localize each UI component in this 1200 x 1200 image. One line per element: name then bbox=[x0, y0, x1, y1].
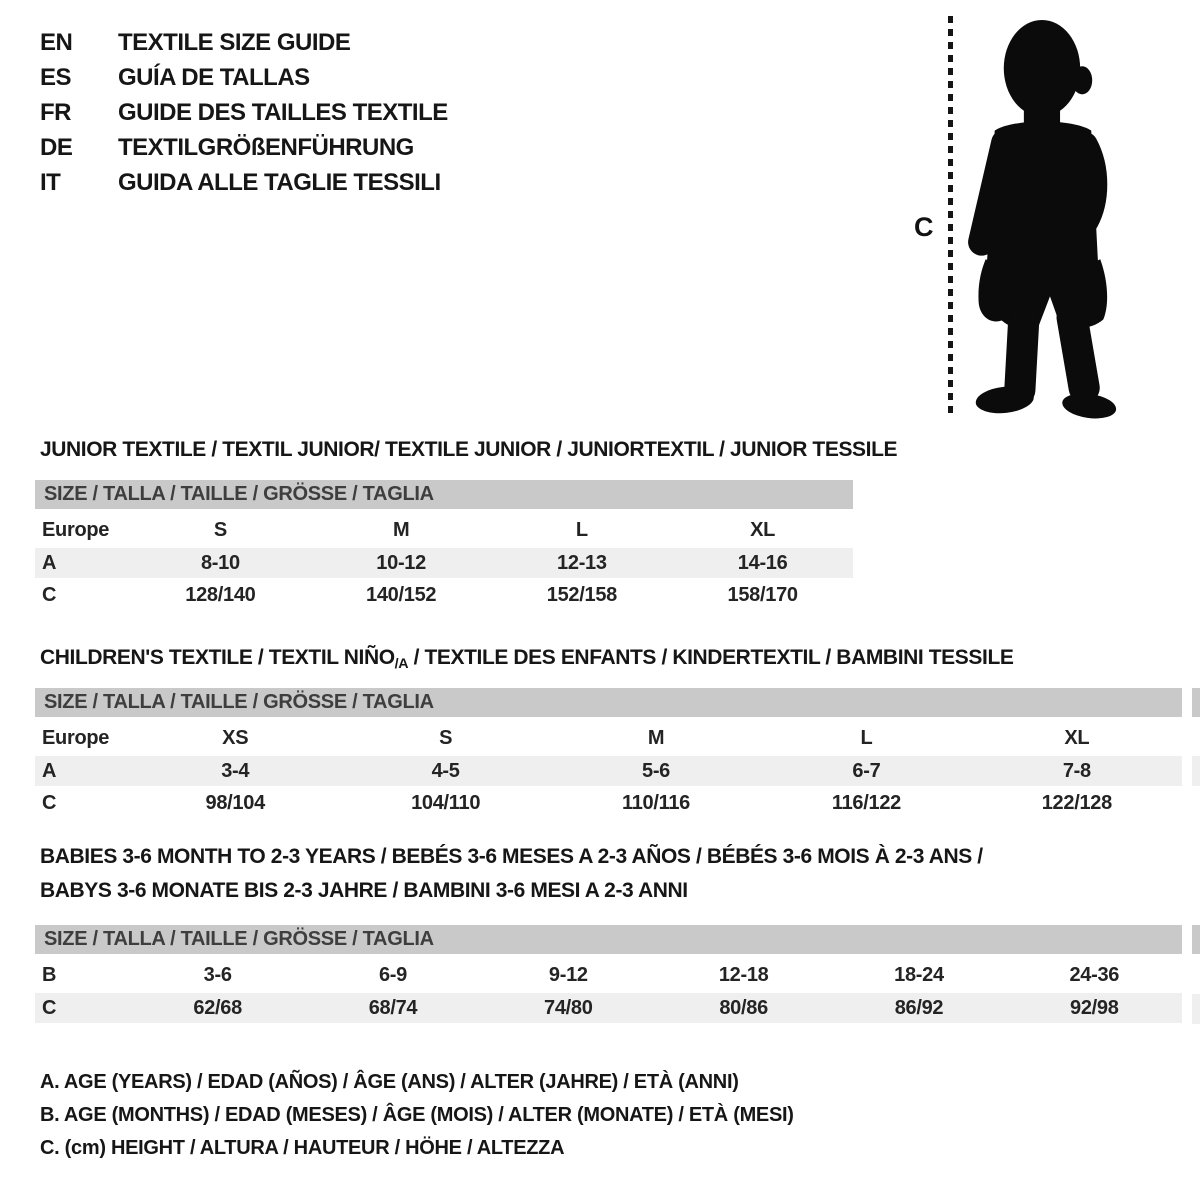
table-row bbox=[35, 789, 1182, 818]
table-cell: XS bbox=[222, 727, 249, 749]
row-label: B bbox=[42, 964, 57, 986]
language-row bbox=[40, 171, 448, 195]
guide-title: TEXTILE SIZE GUIDE bbox=[118, 29, 351, 56]
guide-title: GUIDA ALLE TAGLIE TESSILI bbox=[118, 169, 441, 196]
language-code: FR bbox=[40, 99, 71, 126]
table-cell: 128/140 bbox=[185, 584, 256, 606]
language-row bbox=[40, 101, 448, 125]
legend-line-c: C. (cm) HEIGHT / ALTURA / HAUTEUR / HÖHE / ALTEZZA bbox=[40, 1137, 565, 1159]
table-cell: 68/74 bbox=[368, 996, 418, 1019]
table-cell: 14-16 bbox=[737, 551, 788, 574]
guide-title: GUÍA DE TALLAS bbox=[118, 64, 310, 91]
table-edge-fragment bbox=[1192, 994, 1200, 1024]
table-cell: S bbox=[213, 519, 227, 541]
language-code: IT bbox=[40, 169, 61, 196]
table-row bbox=[35, 756, 1182, 786]
toddler-silhouette-icon bbox=[960, 18, 1140, 420]
section-title-line: CHILDREN'S TEXTILE / TEXTIL $NIÑO_{/A}$ / TEXTILE DES ENFANTS / KINDERTEXTIL / BAMBINI TESSILE bbox=[40, 646, 1014, 672]
table-cell: 12-18 bbox=[718, 964, 769, 986]
table-cell: 98/104 bbox=[205, 792, 265, 814]
table-cell: 4-5 bbox=[431, 759, 460, 782]
table-cell: 158/170 bbox=[727, 584, 798, 606]
section-title-line: BABIES 3-6 MONTH TO 2-3 YEARS / BEBÉS 3-6 MESES A 2-3 AÑOS / BÉBÉS 3-6 MOIS À 2-3 ANS / bbox=[40, 845, 983, 868]
table-cell: 12-13 bbox=[557, 551, 607, 574]
size-table-babies bbox=[35, 925, 1182, 1026]
table-row bbox=[35, 581, 853, 610]
table-cell: XL bbox=[750, 519, 776, 541]
table-body bbox=[35, 961, 1182, 1023]
height-measure-label: C bbox=[914, 212, 934, 242]
row-label: A bbox=[42, 551, 57, 574]
table-cell: 74/80 bbox=[544, 996, 593, 1019]
guide-title: GUIDE DES TAILLES TEXTILE bbox=[118, 99, 448, 126]
language-code: ES bbox=[40, 64, 72, 91]
row-label: C bbox=[42, 584, 57, 606]
table-header-bar: SIZE / TALLA / TAILLE / GRÖSSE / TAGLIA bbox=[35, 480, 853, 509]
language-row bbox=[40, 66, 448, 90]
table-cell: 122/128 bbox=[1041, 792, 1112, 814]
table-cell: 110/116 bbox=[622, 792, 691, 814]
table-row bbox=[35, 961, 1182, 990]
table-cell: 3-6 bbox=[203, 964, 232, 986]
table-row bbox=[35, 548, 853, 578]
row-label: Europe bbox=[42, 519, 110, 541]
table-cell: 116/122 bbox=[831, 792, 901, 814]
table-cell: 6-7 bbox=[852, 759, 881, 782]
table-cell: 8-10 bbox=[200, 551, 240, 574]
table-cell: XL bbox=[1064, 727, 1090, 749]
table-cell: 10-12 bbox=[376, 551, 426, 574]
section-title-line: JUNIOR TEXTILE / TEXTIL JUNIOR/ TEXTILE JUNIOR / JUNIORTEXTIL / JUNIOR TESSILE bbox=[40, 438, 898, 461]
guide-title: TEXTILGRÖßENFÜHRUNG bbox=[118, 134, 414, 161]
height-dotted-line bbox=[948, 16, 953, 418]
table-cell: 7-8 bbox=[1062, 759, 1091, 782]
table-edge-fragment bbox=[1192, 925, 1200, 954]
legend-line-a: A. AGE (YEARS) / EDAD (AÑOS) / ÂGE (ANS) / ALTER (JAHRE) / ETÀ (ANNI) bbox=[40, 1071, 739, 1093]
size-table-children bbox=[35, 688, 1182, 821]
table-header-bar: SIZE / TALLA / TAILLE / GRÖSSE / TAGLIA bbox=[35, 688, 1182, 717]
table-cell: 24-36 bbox=[1069, 964, 1120, 986]
table-cell: M bbox=[392, 519, 410, 541]
table-cell: 62/68 bbox=[193, 996, 242, 1019]
table-cell: 3-4 bbox=[221, 759, 250, 782]
row-label: C bbox=[42, 996, 57, 1019]
language-row bbox=[40, 31, 448, 55]
table-row bbox=[35, 516, 853, 545]
language-title-list bbox=[40, 31, 448, 206]
size-table-junior bbox=[35, 480, 853, 613]
row-label: Europe bbox=[42, 727, 110, 749]
table-cell: 104/110 bbox=[411, 792, 481, 814]
table-edge-fragment bbox=[1192, 688, 1200, 717]
table-header-bar: SIZE / TALLA / TAILLE / GRÖSSE / TAGLIA bbox=[35, 925, 1182, 954]
table-cell: 152/158 bbox=[546, 584, 617, 606]
table-cell: M bbox=[647, 727, 665, 749]
legend-line-b: B. AGE (MONTHS) / EDAD (MESES) / ÂGE (MOIS) / ALTER (MONATE) / ETÀ (MESI) bbox=[40, 1104, 794, 1126]
table-row bbox=[35, 724, 1182, 753]
row-label: A bbox=[42, 759, 57, 782]
table-cell: 9-12 bbox=[548, 964, 588, 986]
table-edge-fragment bbox=[1192, 756, 1200, 786]
table-body bbox=[35, 516, 853, 610]
row-label: C bbox=[42, 792, 57, 814]
table-cell: 92/98 bbox=[1070, 996, 1119, 1019]
section-title-babies bbox=[40, 840, 983, 908]
language-code: EN bbox=[40, 29, 73, 56]
table-cell: L bbox=[575, 519, 588, 541]
section-title-children bbox=[40, 641, 1013, 681]
table-cell: 18-24 bbox=[894, 964, 944, 986]
table-cell: L bbox=[860, 727, 873, 749]
table-cell: 140/152 bbox=[366, 584, 437, 606]
measurement-legend bbox=[40, 1071, 794, 1170]
table-body bbox=[35, 724, 1182, 818]
table-cell: 6-9 bbox=[378, 964, 407, 986]
table-cell: 5-6 bbox=[642, 759, 671, 782]
table-row bbox=[35, 993, 1182, 1023]
language-code: DE bbox=[40, 134, 73, 161]
section-title-junior bbox=[40, 433, 897, 467]
table-cell: 80/86 bbox=[719, 996, 768, 1019]
language-row bbox=[40, 136, 448, 160]
section-title-line: BABYS 3-6 MONATE BIS 2-3 JAHRE / BAMBINI 3-6 MESI A 2-3 ANNI bbox=[40, 879, 688, 902]
table-cell: S bbox=[439, 727, 453, 749]
table-cell: 86/92 bbox=[894, 996, 944, 1019]
